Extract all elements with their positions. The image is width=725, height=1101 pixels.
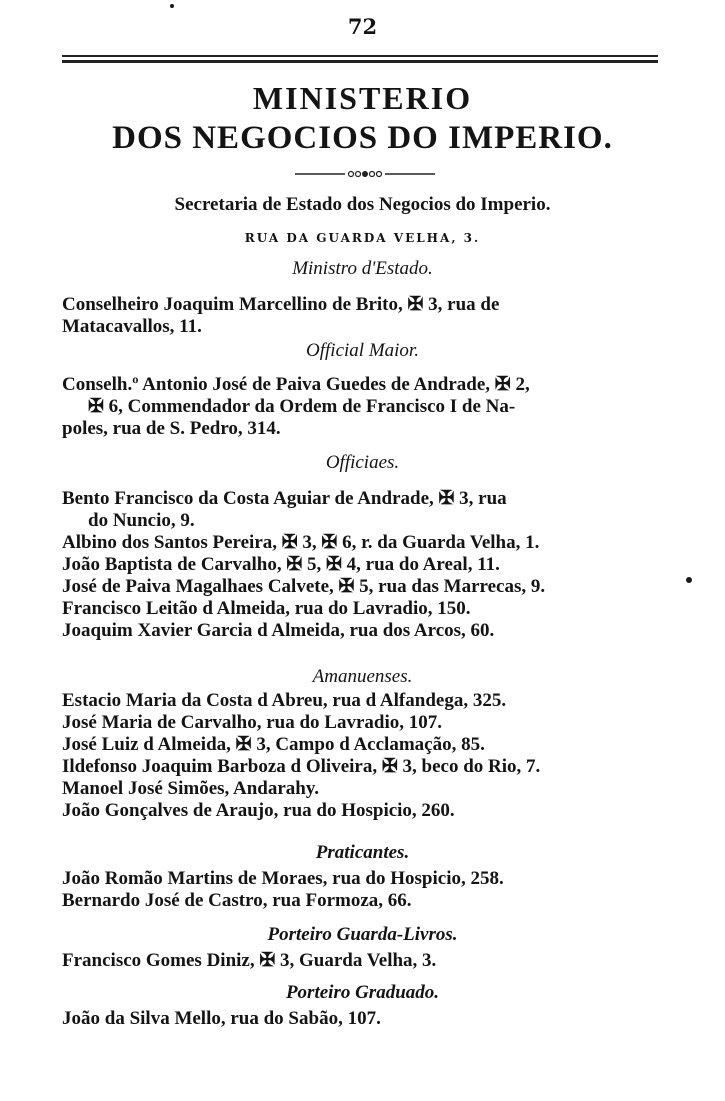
entries-praticantes (62, 868, 654, 912)
ministry-subtitle: DOS NEGOCIOS DO IMPERIO. (112, 120, 613, 156)
section-praticantes: Praticantes. (315, 842, 410, 863)
print-speck (170, 4, 174, 8)
entry-line: Bento Francisco da Costa Aguiar de Andrade, ✠ 3, rua (62, 488, 507, 509)
entry-line: Matacavallos, 11. (62, 316, 202, 337)
entry-line: do Nuncio, 9. (88, 510, 195, 531)
entries-officiaes (62, 488, 654, 642)
entries-porteiro-guarda-livros (62, 950, 654, 972)
entry-line: João Gonçalves de Araujo, rua do Hospicio, 260. (62, 800, 455, 821)
entry-line: Manoel José Simões, Andarahy. (62, 778, 320, 799)
ministry-title: MINISTERIO (252, 80, 473, 116)
section-ministro: Ministro d'Estado. (292, 258, 433, 279)
entry-line: João da Silva Mello, rua do Sabão, 107. (62, 1008, 381, 1029)
entry-line: Conselh.º Antonio José de Paiva Guedes de Andrade, ✠ 2, (62, 374, 530, 395)
entry-line: José Luiz d Almeida, ✠ 3, Campo d Acclamação, 85. (62, 734, 485, 755)
entry-official-maior (62, 374, 654, 440)
secretaria-heading: Secretaria de Estado dos Negocios do Imperio. (174, 194, 551, 215)
entry-line: poles, rua de S. Pedro, 314. (62, 418, 281, 439)
entry-line: Bernardo José de Castro, rua Formoza, 66. (62, 890, 412, 911)
entry-line: Francisco Leitão d Almeida, rua do Lavradio, 150. (62, 598, 471, 619)
section-official-maior: Official Maior. (306, 340, 419, 361)
entry-line: Joaquim Xavier Garcia d Almeida, rua dos Arcos, 60. (62, 620, 495, 641)
print-speck (686, 577, 692, 583)
entry-line: ✠ 6, Commendador da Ordem de Francisco I de Na- (88, 396, 516, 417)
entry-line: Francisco Gomes Diniz, ✠ 3, Guarda Velha, 3. (62, 950, 437, 971)
entry-line: José Maria de Carvalho, rua do Lavradio, 107. (62, 712, 442, 733)
entry-line: Ildefonso Joaquim Barboza d Oliveira, ✠ 3, beco do Rio, 7. (62, 756, 541, 777)
entries-amanuenses (62, 690, 654, 822)
entry-line: João Baptista de Carvalho, ✠ 5, ✠ 4, rua do Areal, 11. (62, 554, 500, 575)
page-number: 72 (347, 14, 378, 39)
section-officiaes: Officiaes. (325, 452, 400, 473)
entry-line: Conselheiro Joaquim Marcellino de Brito, ✠ 3, rua de (62, 294, 500, 315)
entry-ministro (62, 294, 654, 338)
secretaria-address: RUA DA GUARDA VELHA, 3. (244, 231, 481, 245)
header-rule (62, 55, 658, 63)
entries-porteiro-graduado (62, 1008, 654, 1030)
ornament-divider (295, 168, 435, 180)
entry-line: João Romão Martins de Moraes, rua do Hospicio, 258. (62, 868, 504, 889)
entry-line: Albino dos Santos Pereira, ✠ 3, ✠ 6, r. da Guarda Velha, 1. (62, 532, 540, 553)
entry-line: Estacio Maria da Costa d Abreu, rua d Alfandega, 325. (62, 690, 507, 711)
entry-line: José de Paiva Magalhaes Calvete, ✠ 5, rua das Marrecas, 9. (62, 576, 546, 597)
section-porteiro-graduado: Porteiro Graduado. (285, 982, 440, 1003)
section-amanuenses: Amanuenses. (312, 666, 413, 687)
section-porteiro-guarda-livros: Porteiro Guarda-Livros. (267, 924, 458, 945)
